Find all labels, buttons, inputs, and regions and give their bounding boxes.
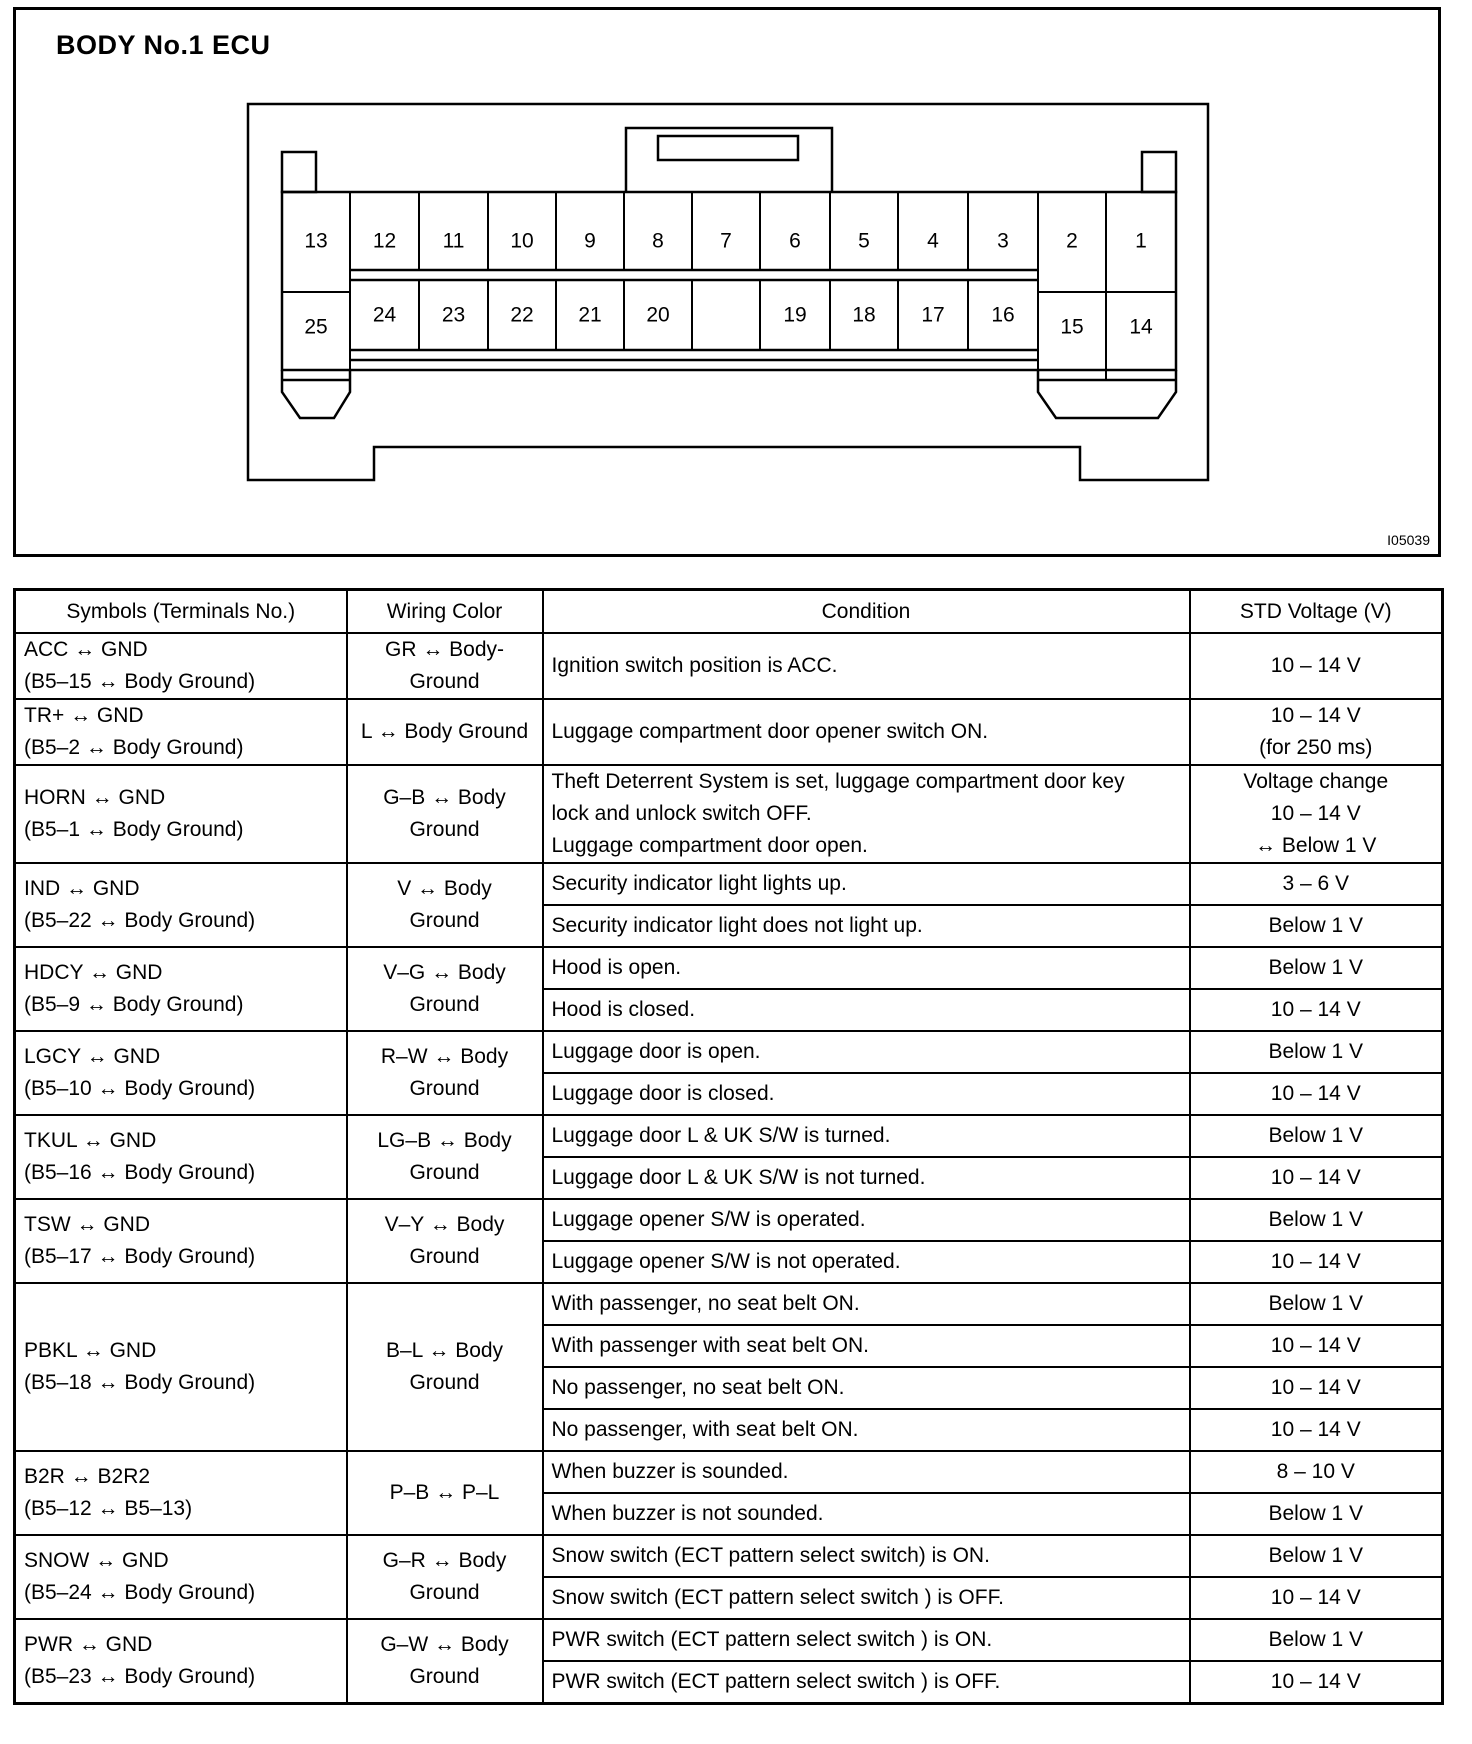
cell-line: (B5–9 ↔ Body Ground) [24, 993, 244, 1016]
std-voltage-cell [1190, 699, 1443, 765]
cell-line: Below 1 V [1268, 1502, 1364, 1525]
wiring-color-cell [347, 947, 543, 1031]
std-voltage-cell [1190, 989, 1443, 1031]
cell-line: 10 – 14 V [1270, 704, 1361, 727]
symbol-cell [15, 1535, 347, 1619]
cell-line: With passenger with seat belt ON. [551, 1334, 869, 1357]
cell-line: SNOW ↔ GND [24, 1549, 169, 1572]
cell-line: 10 – 14 V [1270, 1670, 1361, 1693]
cell-line: Security indicator light does not light up. [551, 914, 923, 937]
header-condition: Condition [543, 590, 1190, 634]
std-voltage-cell [1190, 1157, 1443, 1199]
cell-line: (for 250 ms) [1259, 736, 1373, 759]
cell-line: Ground [409, 1077, 480, 1100]
cell-line: TSW ↔ GND [24, 1213, 150, 1236]
cell-line: Luggage door is closed. [551, 1082, 775, 1105]
table-header-row [15, 590, 1443, 634]
cell-line: 10 – 14 V [1270, 1376, 1361, 1399]
cell-line: Voltage change [1243, 770, 1389, 793]
table-row [15, 1031, 1443, 1073]
table-row [15, 1115, 1443, 1157]
cell-line: Ground [409, 1245, 480, 1268]
terminal-number: 13 [304, 229, 328, 253]
symbol-cell [15, 863, 347, 947]
condition-cell [543, 947, 1190, 989]
condition-cell [543, 1115, 1190, 1157]
cell-line: 10 – 14 V [1270, 654, 1361, 677]
table-row [15, 765, 1443, 863]
wiring-color-cell [347, 633, 543, 699]
table-row [15, 1199, 1443, 1241]
cell-line: 10 – 14 V [1270, 1166, 1361, 1189]
cell-line: Ground [409, 1665, 480, 1688]
cell-line: PWR switch (ECT pattern select switch ) is ON. [551, 1628, 993, 1651]
cell-line: (B5–24 ↔ Body Ground) [24, 1581, 256, 1604]
symbol-cell [15, 1199, 347, 1283]
table-row [15, 633, 1443, 699]
terminal-number: 4 [927, 229, 939, 253]
wiring-color-cell [347, 699, 543, 765]
cell-line: ACC ↔ GND [24, 638, 148, 661]
std-voltage-cell [1190, 1283, 1443, 1325]
terminal-number: 15 [1060, 315, 1084, 339]
cell-line: 8 – 10 V [1276, 1460, 1355, 1483]
terminal-number: 18 [852, 303, 876, 327]
std-voltage-cell [1190, 1367, 1443, 1409]
cell-line: Snow switch (ECT pattern select switch ) is OFF. [551, 1586, 1004, 1609]
cell-line: V–Y ↔ Body [384, 1213, 505, 1236]
header-std-voltage: STD Voltage (V) [1190, 590, 1443, 634]
table-row [15, 1535, 1443, 1577]
table-row [15, 1283, 1443, 1325]
cell-line: Ground [409, 818, 480, 841]
cell-line: Hood is closed. [551, 998, 696, 1021]
cell-line: Ground [409, 1161, 480, 1184]
cell-line: TR+ ↔ GND [24, 704, 144, 727]
std-voltage-cell [1190, 1577, 1443, 1619]
std-voltage-cell [1190, 1661, 1443, 1704]
cell-line: Security indicator light lights up. [551, 872, 847, 895]
cell-line: ↔ Below 1 V [1255, 834, 1377, 857]
cell-line: PWR ↔ GND [24, 1633, 153, 1656]
symbol-cell [15, 633, 347, 699]
cell-line: (B5–17 ↔ Body Ground) [24, 1245, 256, 1268]
cell-line: No passenger, no seat belt ON. [551, 1376, 845, 1399]
terminal-number: 21 [578, 303, 602, 327]
terminal-number: 9 [584, 229, 596, 253]
cell-line: Below 1 V [1268, 1292, 1364, 1315]
cell-line: 10 – 14 V [1270, 1418, 1361, 1441]
terminal-number: 25 [304, 315, 328, 339]
condition-cell [543, 989, 1190, 1031]
std-voltage-cell [1190, 1073, 1443, 1115]
wiring-color-cell [347, 1199, 543, 1283]
symbol-cell [15, 1619, 347, 1704]
cell-line: Below 1 V [1268, 1208, 1364, 1231]
symbol-cell [15, 1451, 347, 1535]
std-voltage-cell [1190, 1031, 1443, 1073]
terminal-number: 1 [1135, 229, 1147, 253]
cell-line: Luggage door is open. [551, 1040, 761, 1063]
condition-cell [543, 1661, 1190, 1704]
cell-line: HORN ↔ GND [24, 786, 166, 809]
terminal-number: 6 [789, 229, 801, 253]
condition-cell [543, 1619, 1190, 1661]
cell-line: Theft Deterrent System is set, luggage compartment door key [551, 770, 1125, 793]
cell-line: G–W ↔ Body [380, 1633, 509, 1656]
cell-line: Luggage door L & UK S/W is turned. [551, 1124, 891, 1147]
cell-line: Luggage door L & UK S/W is not turned. [551, 1166, 926, 1189]
cell-line: When buzzer is not sounded. [551, 1502, 824, 1525]
condition-cell [543, 1493, 1190, 1535]
cell-line: G–B ↔ Body [383, 786, 506, 809]
terminal-number: 22 [510, 303, 534, 327]
cell-line: Below 1 V [1268, 1040, 1364, 1063]
symbol-cell [15, 947, 347, 1031]
cell-line: Ground [409, 1371, 480, 1394]
cell-line: V ↔ Body [397, 877, 492, 900]
cell-line: B2R ↔ B2R2 [24, 1465, 151, 1488]
right-post [1142, 152, 1176, 192]
terminal-number: 8 [652, 229, 664, 253]
condition-cell [543, 1241, 1190, 1283]
wiring-color-cell [347, 1451, 543, 1535]
cell-line: Ground [409, 993, 480, 1016]
terminal-number: 3 [997, 229, 1009, 253]
cell-line: (B5–22 ↔ Body Ground) [24, 909, 256, 932]
cell-line: B–L ↔ Body [385, 1339, 504, 1362]
cell-line: With passenger, no seat belt ON. [551, 1292, 860, 1315]
cell-line: 3 – 6 V [1282, 872, 1350, 895]
std-voltage-cell [1190, 863, 1443, 905]
terminal-number: 10 [510, 229, 534, 253]
cell-line: 10 – 14 V [1270, 1586, 1361, 1609]
condition-cell [543, 1157, 1190, 1199]
std-voltage-cell [1190, 947, 1443, 989]
cell-line: (B5–15 ↔ Body Ground) [24, 670, 256, 693]
cell-line: L ↔ Body Ground [360, 720, 529, 743]
cell-line: Ground [409, 1581, 480, 1604]
cell-line: TKUL ↔ GND [24, 1129, 157, 1152]
terminal-number: 24 [372, 303, 397, 327]
header-symbols: Symbols (Terminals No.) [15, 590, 347, 634]
table-row [15, 699, 1443, 765]
header-wiring-color: Wiring Color [347, 590, 543, 634]
cell-line: Hood is open. [551, 956, 682, 979]
cell-line: Luggage compartment door open. [551, 834, 868, 857]
cell-line: No passenger, with seat belt ON. [551, 1418, 859, 1441]
terminal-number: 19 [783, 303, 807, 327]
table-row [15, 863, 1443, 905]
std-voltage-cell [1190, 1535, 1443, 1577]
cell-line: Below 1 V [1268, 956, 1364, 979]
voltage-spec-table [13, 588, 1444, 1705]
terminal-number: 16 [991, 303, 1015, 327]
condition-cell [543, 1283, 1190, 1325]
table-row [15, 1619, 1443, 1661]
table-row [15, 1451, 1443, 1493]
figure-title: BODY No.1 ECU [56, 30, 271, 60]
terminal-number: 7 [720, 229, 732, 253]
terminal-number: 20 [646, 303, 670, 327]
terminal-number: 17 [921, 303, 945, 327]
lock-tab-slot [658, 136, 798, 160]
terminal-number: 5 [858, 229, 870, 253]
cell-line: IND ↔ GND [24, 877, 140, 900]
cell-line: (B5–2 ↔ Body Ground) [24, 736, 244, 759]
cell-line: PBKL ↔ GND [24, 1339, 157, 1362]
wiring-color-cell [347, 1619, 543, 1704]
wiring-color-cell [347, 863, 543, 947]
cell-line: Below 1 V [1268, 1544, 1364, 1567]
left-latch [282, 370, 350, 418]
symbol-cell [15, 1031, 347, 1115]
std-voltage-cell [1190, 765, 1443, 863]
wiring-color-cell [347, 1535, 543, 1619]
cell-line: (B5–12 ↔ B5–13) [24, 1497, 193, 1520]
cell-line: lock and unlock switch OFF. [551, 802, 812, 825]
cell-line: When buzzer is sounded. [551, 1460, 789, 1483]
cell-line: (B5–18 ↔ Body Ground) [24, 1371, 256, 1394]
table-row [15, 947, 1443, 989]
cell-line: Luggage compartment door opener switch ON. [551, 720, 989, 743]
cell-line: PWR switch (ECT pattern select switch ) is OFF. [551, 1670, 1001, 1693]
condition-cell [543, 1367, 1190, 1409]
cell-line: LGCY ↔ GND [24, 1045, 161, 1068]
cell-line: 10 – 14 V [1270, 998, 1361, 1021]
left-post [282, 152, 316, 192]
cell-line: Below 1 V [1268, 1628, 1364, 1651]
wiring-color-cell [347, 1031, 543, 1115]
terminal-number: 14 [1129, 315, 1153, 339]
std-voltage-cell [1190, 905, 1443, 947]
cell-line: (B5–1 ↔ Body Ground) [24, 818, 244, 841]
cell-line: Snow switch (ECT pattern select switch) is ON. [551, 1544, 990, 1567]
wiring-color-cell [347, 765, 543, 863]
cell-line: (B5–23 ↔ Body Ground) [24, 1665, 256, 1688]
symbol-cell [15, 699, 347, 765]
wiring-color-cell [347, 1115, 543, 1199]
terminal-number: 11 [442, 229, 465, 253]
std-voltage-cell [1190, 1241, 1443, 1283]
std-voltage-cell [1190, 1409, 1443, 1451]
condition-cell [543, 1199, 1190, 1241]
std-voltage-cell [1190, 1325, 1443, 1367]
std-voltage-cell [1190, 633, 1443, 699]
cell-line: Ground [409, 909, 480, 932]
cell-line: 10 – 14 V [1270, 1250, 1361, 1273]
symbol-cell [15, 765, 347, 863]
cell-line: Luggage opener S/W is operated. [551, 1208, 866, 1231]
symbol-cell [15, 1283, 347, 1451]
cell-line: (B5–10 ↔ Body Ground) [24, 1077, 256, 1100]
cell-line: R–W ↔ Body [380, 1045, 509, 1068]
cell-line: GR ↔ Body- [384, 638, 505, 661]
figure-code: I05039 [1387, 532, 1430, 548]
cell-line: 10 – 14 V [1270, 1082, 1361, 1105]
cell-line: Luggage opener S/W is not operated. [551, 1250, 901, 1273]
wiring-color-cell [347, 1283, 543, 1451]
cell-line: Ground [409, 670, 480, 693]
cell-line: 10 – 14 V [1270, 1334, 1361, 1357]
connector-diagram [0, 0, 1472, 560]
cell-line: P–B ↔ P–L [389, 1481, 500, 1504]
cell-line: (B5–16 ↔ Body Ground) [24, 1161, 256, 1184]
terminal-number: 12 [372, 229, 397, 253]
cell-line: G–R ↔ Body [382, 1549, 507, 1572]
terminal-number: 23 [441, 303, 466, 327]
cell-line: Ignition switch position is ACC. [551, 654, 838, 677]
condition-cell [543, 1409, 1190, 1451]
condition-cell [543, 1451, 1190, 1493]
condition-cell [543, 765, 1190, 863]
condition-cell [543, 1031, 1190, 1073]
std-voltage-cell [1190, 1619, 1443, 1661]
condition-cell [543, 699, 1190, 765]
terminal-number: 2 [1066, 229, 1078, 253]
condition-cell [543, 1325, 1190, 1367]
cell-line: 10 – 14 V [1270, 802, 1361, 825]
cell-line: HDCY ↔ GND [24, 961, 163, 984]
std-voltage-cell [1190, 1493, 1443, 1535]
std-voltage-cell [1190, 1199, 1443, 1241]
condition-cell [543, 633, 1190, 699]
condition-cell [543, 863, 1190, 905]
cell-line: Below 1 V [1268, 1124, 1364, 1147]
condition-cell [543, 905, 1190, 947]
cell-line: Below 1 V [1268, 914, 1364, 937]
symbol-cell [15, 1115, 347, 1199]
cell-line: LG–B ↔ Body [377, 1129, 512, 1152]
condition-cell [543, 1577, 1190, 1619]
condition-cell [543, 1073, 1190, 1115]
std-voltage-cell [1190, 1451, 1443, 1493]
cell-line: V–G ↔ Body [383, 961, 506, 984]
condition-cell [543, 1535, 1190, 1577]
std-voltage-cell [1190, 1115, 1443, 1157]
